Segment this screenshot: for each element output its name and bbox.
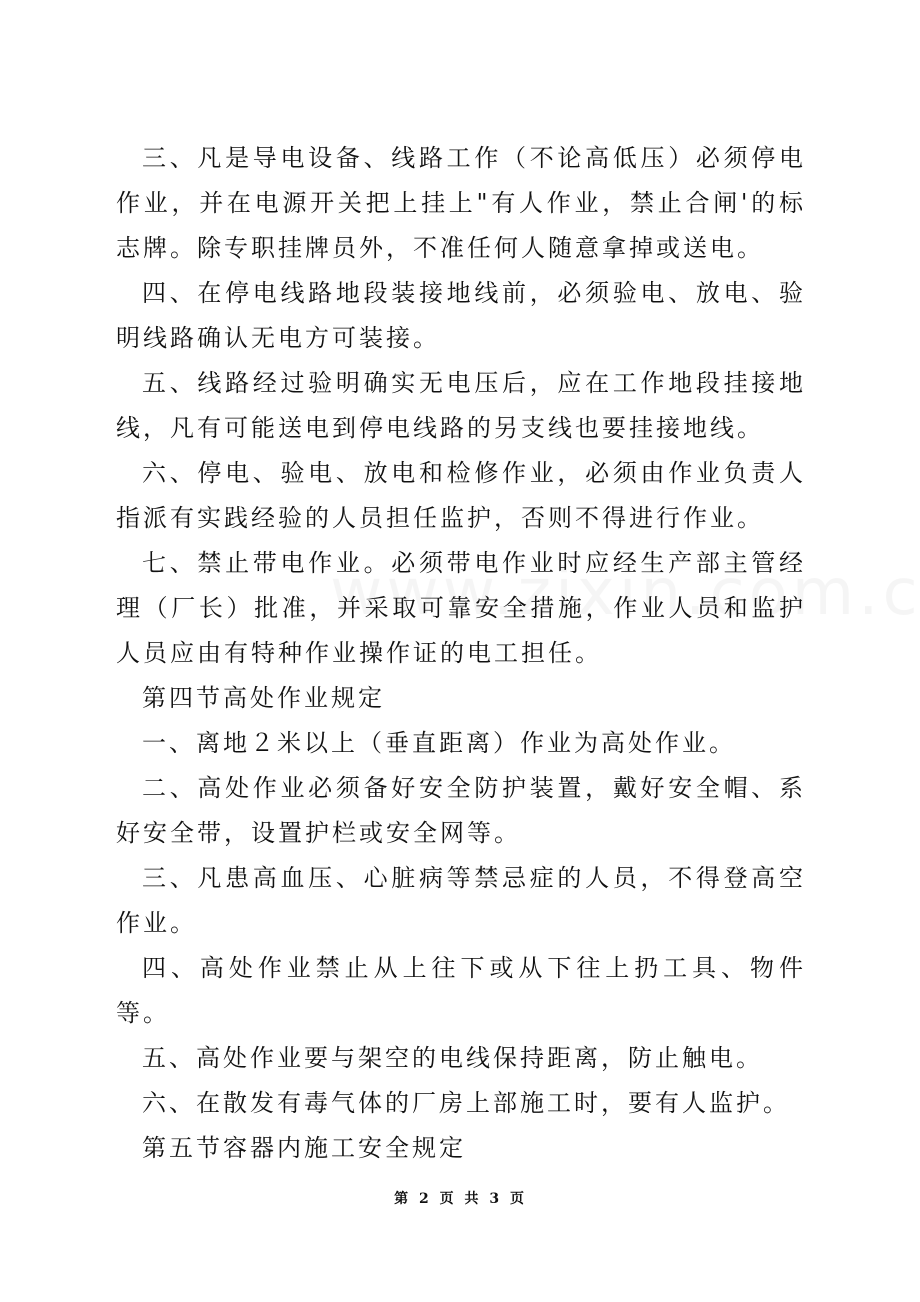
footer-page-word: 页 xyxy=(439,1191,456,1207)
footer-prefix: 第 xyxy=(394,1191,411,1207)
paragraph: 一、离地２米以上（垂直距离）作业为高处作业。 xyxy=(142,729,736,757)
paragraph: 五、高处作业要与架空的电线保持距离，防止触电。 xyxy=(142,1044,763,1072)
section-heading: 第四节高处作业规定 xyxy=(142,684,385,712)
paragraph: 五、线路经过验明确实无电压后，应在工作地段挂接地线，凡有可能送电到停电线路的另支线也要挂接地线。 xyxy=(116,369,806,442)
paragraph: 六、停电、验电、放电和检修作业，必须由作业负责人指派有实践经验的人员担任监护，否则不得进行作业。 xyxy=(116,459,806,532)
page-footer xyxy=(0,1188,920,1208)
footer-current-page: 2 xyxy=(418,1191,431,1207)
section-heading: 第五节容器内施工安全规定 xyxy=(142,1134,466,1162)
paragraph: 七、禁止带电作业。必须带电作业时应经生产部主管经理（厂长）批准，并采取可靠安全措施，作业人员和监护人员应由有特种作业操作证的电工担任。 xyxy=(116,549,806,667)
paragraph: 六、在散发有毒气体的厂房上部施工时，要有人监护。 xyxy=(142,1089,790,1117)
footer-total-pages: 3 xyxy=(489,1191,502,1207)
paragraph: 三、凡患高血压、心脏病等禁忌症的人员，不得登高空作业。 xyxy=(116,864,806,937)
paragraph: 四、在停电线路地段装接地线前，必须验电、放电、验明线路确认无电方可装接。 xyxy=(116,279,806,352)
paragraph: 三、凡是导电设备、线路工作（不论高低压）必须停电作业，并在电源开关把上挂上"有人作业，禁止合闸'的标志牌。除专职挂牌员外，不准任何人随意拿掉或送电。 xyxy=(116,144,806,262)
footer-page-word-2: 页 xyxy=(509,1191,526,1207)
paragraph: 二、高处作业必须备好安全防护装置，戴好安全帽、系好安全带，设置护栏或安全网等。 xyxy=(116,774,806,847)
footer-total-prefix: 共 xyxy=(464,1191,481,1207)
paragraph: 四、高处作业禁止从上往下或从下往上扔工具、物件等。 xyxy=(116,954,806,1027)
document-body xyxy=(116,136,806,1171)
